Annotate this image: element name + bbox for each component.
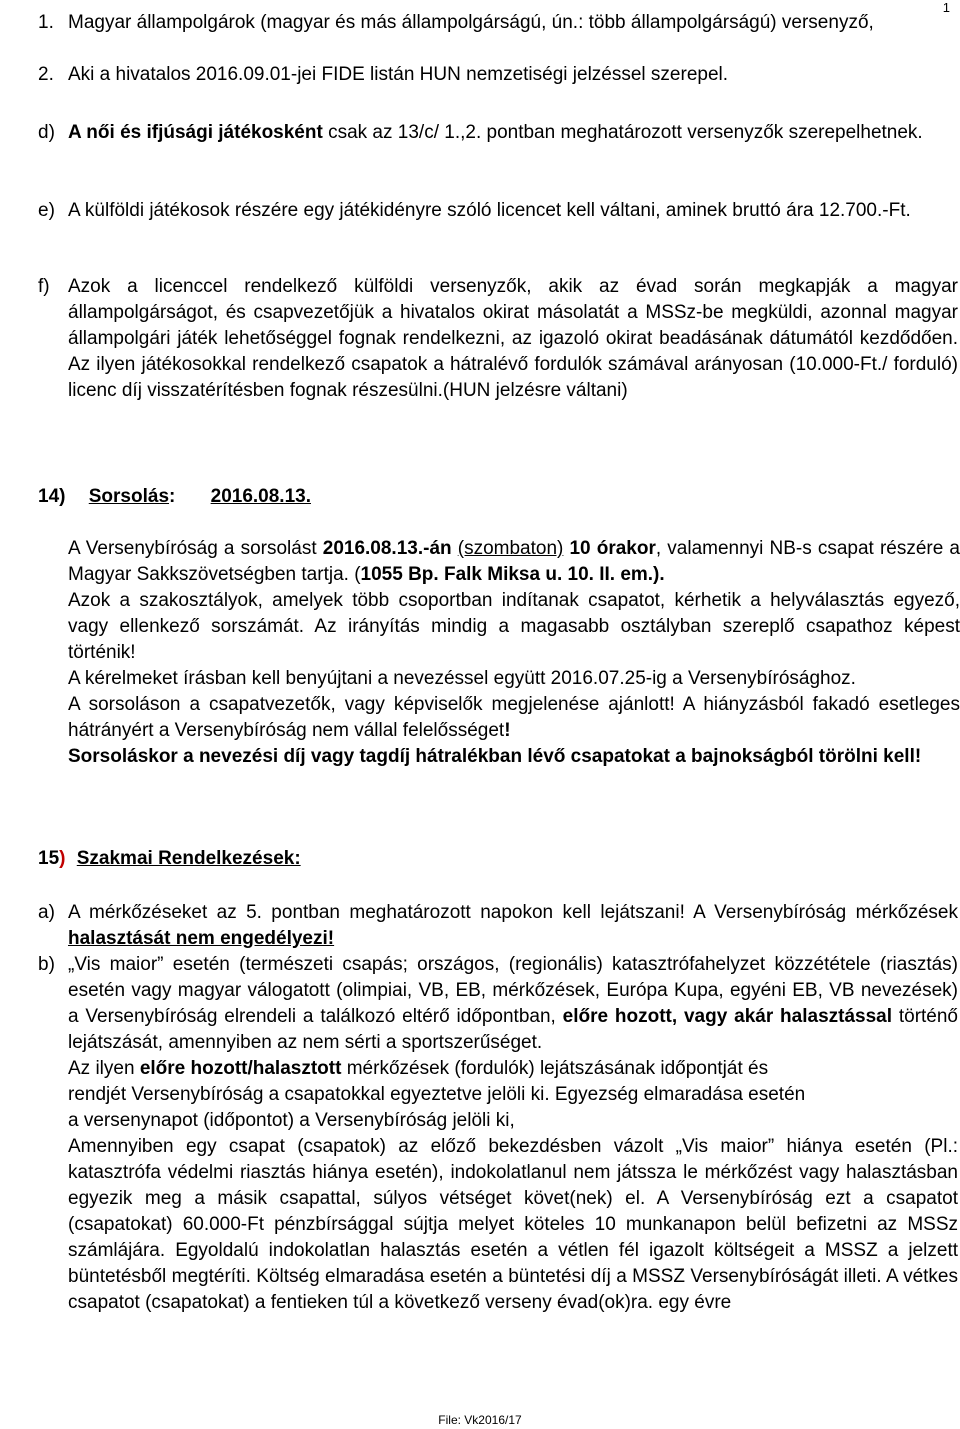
- item-f-text: Azok a licenccel rendelkező külföldi versenyzők, akik az évad során megkapják a magyar állampolgárságot, és csapvezetőjük a hivatalos okirat másolatát a MSSz-be megküldi, azonnal magyar állampolgári játék lehetőséggel fognak rendelkezni, az igazoló okirat beadásának dátumától kezdődően. Az ilyen játékosokkal rendelkező csapatok a hátralévő fordulók számával arányosan (10.000-Ft./ forduló) licenc díj visszatérítésben fognak részesülni.(HUN jelzésre váltani): [68, 276, 958, 401]
- emphasis: előre hozott, vagy akár halasztással: [562, 1006, 893, 1027]
- draw-address: 1055 Bp. Falk Miksa u. 10. II. em.).: [360, 564, 665, 585]
- item-a: [38, 900, 958, 952]
- paragraph: [68, 692, 960, 744]
- section-14-heading: [38, 484, 311, 510]
- list-text: Aki a hivatalos 2016.09.01-jei FIDE listán HUN nemzetiségi jelzéssel szerepel.: [68, 64, 729, 85]
- paragraph: Amennyiben egy csapat (csapatok) az előző bekezdésben vázolt „Vis maior” hiánya esetén (Pl.: katasztrófa védelmi riasztás hiánya esetén), indokolatlanul nem játssza le mérkőzést vagy halasztásban egyezik meg a másik csapattal, súlyos vétséget követ(nek) el. A Versenybíróság ezt a csapatot (csapatokat) 60.000-Ft pénzbírsággal sújtja melyet köteles 10 munkanapon belül befizetni az MSSz számlájára. Egyoldalú indokolatlan halasztás esetén a vétlen fél igazolt költségeit a MSSZ a jelzett büntetésből megtéríti. Költség elmaradása esetén a büntetési díj a MSSZ Versenybíróságát illeti. A vétkes csapatot (csapatokat) a fentieken túl a következő verseny évad(ok)ra. egy évre: [68, 1136, 958, 1313]
- list-text: Magyar állampolgárok (magyar és más állampolgárságú, ún.: több állampolgárságú) versenyző,: [68, 12, 874, 33]
- list-marker: 2.: [38, 64, 54, 85]
- section-title: Sorsolás: [88, 486, 170, 507]
- paragraph: Azok a szakosztályok, amelyek több csoportban indítanak csapatot, kérhetik a helyválasztás egyező, vagy ellenkező sorszámát. Az irányítás mindig a magasabb osztályban szereplő csapathoz képest történik!: [68, 590, 960, 663]
- item-d-text: csak az 13/c/ 1.,2. pontban meghatározott versenyzők szerepelhetnek.: [322, 122, 923, 143]
- text-run: A sorsoláson a csapatvezetők, vagy képviselők megjelenése ajánlott! A hiányzásból fakadó esetleges hátrányért a Versenybíróság nem vállal felelősséget: [68, 694, 960, 741]
- list-item-1: [38, 10, 950, 36]
- text-run: történő lejátszását, amennyiben az nem sérti a sportszerűséget.: [68, 1006, 959, 1053]
- section-15-heading: [38, 846, 301, 872]
- draw-paragraph: [68, 536, 960, 588]
- text-run: A Versenybíróság a sorsolást: [68, 538, 323, 559]
- text-line: rendjét Versenybíróság a csapatokkal egyeztetve jelöli ki. Egyezség elmaradása esetén: [68, 1084, 806, 1105]
- item-marker: d): [38, 122, 55, 143]
- section-number: 14): [38, 486, 66, 507]
- text-run: A mérkőzéseket az 5. pontban meghatározott napokon kell lejátszani! A Versenybíróság mérkőzések: [68, 902, 958, 923]
- draw-time: 10 órakor: [569, 538, 656, 559]
- list-marker: 1.: [38, 12, 54, 33]
- item-f: [38, 274, 958, 404]
- text-run: , valamennyi NB-s csapat részére a Magyar Sakkszövetségben tartja. (: [68, 538, 960, 585]
- text-run: Az ilyen: [68, 1058, 140, 1079]
- item-b: [38, 952, 958, 1316]
- text-line: a versenynapot (időpontot) a Versenybíróság jelöli ki,: [68, 1110, 515, 1131]
- text-run: mérkőzések (fordulók) lejátszásának időpontját és: [341, 1058, 769, 1079]
- warning-paragraph: Sorsoláskor a nevezési díj vagy tagdíj hátralékban lévő csapatokat a bajnokságból törölni kell!: [68, 746, 922, 767]
- item-d: [38, 120, 958, 146]
- item-e: [38, 198, 958, 224]
- emphasis: halasztását nem engedélyezi!: [68, 928, 335, 949]
- page-number: 1: [942, 0, 950, 15]
- item-marker: b): [38, 954, 55, 975]
- section-colon: :: [169, 486, 176, 507]
- text-run: „Vis maior” esetén (természeti csapás; országos, (regionális) katasztrófahelyzet közzététele (riasztás) esetén vagy magyar válogatott (olimpiai, VB, EB, mérkőzések, Európa Kupa, egyéni EB, VB nevezések) a Versenybíróság elrendeli a találkozó eltérő időpontban,: [68, 954, 958, 1027]
- section-paren: ): [59, 848, 66, 869]
- draw-day: (szombaton): [457, 538, 564, 559]
- text-run: !: [504, 720, 511, 741]
- section-number: 15: [38, 848, 60, 869]
- item-marker: a): [38, 902, 55, 923]
- section-title: Szakmai Rendelkezések:: [76, 848, 301, 869]
- paragraph: A kérelmeket írásban kell benyújtani a nevezéssel együtt 2016.07.25-ig a Versenybírósághoz.: [68, 668, 856, 689]
- list-item-2: [38, 62, 950, 88]
- section-date: 2016.08.13.: [210, 486, 311, 507]
- item-marker: f): [38, 276, 50, 297]
- item-marker: e): [38, 200, 55, 221]
- footer-file: File: Vk2016/17: [438, 1413, 522, 1427]
- emphasis: előre hozott/halasztott: [139, 1058, 342, 1079]
- section-14-body: [68, 536, 960, 770]
- draw-date: 2016.08.13.-án: [322, 538, 452, 559]
- item-d-bold: A női és ifjúsági játékosként: [68, 122, 323, 143]
- item-e-text: A külföldi játékosok részére egy játékidényre szóló licencet kell váltani, aminek bruttó ára 12.700.-Ft.: [68, 200, 911, 221]
